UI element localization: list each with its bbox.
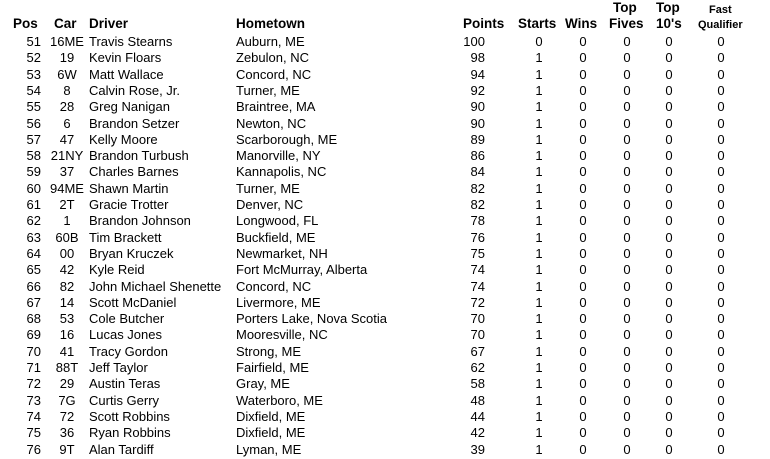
cell-wins: 0 [579,99,587,115]
cell-top-tens: 0 [665,360,673,375]
cell-top-tens: 0 [665,50,673,66]
cell-pos: 69 [26,327,41,343]
cell-car: 88T [55,360,79,375]
cell-pos: 53 [26,66,41,82]
cell-fast-qualifier: 0 [717,278,725,294]
cell-pos: 60 [26,180,41,196]
cell-top-tens: 0 [665,82,673,98]
header-fast-qualifier-line1: Fast [709,4,732,16]
cell-starts: 1 [535,82,543,98]
cell-starts: 1 [535,213,543,229]
cell-wins: 0 [579,131,587,147]
cell-pos: 55 [26,99,41,115]
cell-fast-qualifier: 0 [717,197,725,212]
cell-top-tens: 0 [665,115,673,131]
cell-driver: Gracie Trotter [89,197,169,212]
cell-top-fives: 0 [623,327,631,343]
cell-wins: 0 [579,115,587,131]
cell-points: 82 [470,180,485,196]
cell-fast-qualifier: 0 [717,229,725,245]
cell-top-tens: 0 [665,376,673,392]
table-row [0,393,770,409]
cell-car: 1 [63,213,71,229]
cell-pos: 51 [26,34,41,49]
cell-pos: 65 [26,262,41,278]
table-row [0,311,770,327]
cell-fast-qualifier: 0 [717,245,725,261]
cell-top-tens: 0 [665,327,673,343]
table-row [0,50,770,66]
table-row [0,67,770,83]
cell-hometown: Buckfield, ME [236,229,316,245]
cell-top-fives: 0 [623,115,631,131]
cell-driver: Bryan Kruczek [89,245,174,261]
cell-hometown: Dixfield, ME [236,408,306,424]
cell-starts: 1 [535,164,543,180]
header-pos: Pos [13,16,38,31]
cell-top-fives: 0 [623,229,631,245]
cell-points: 70 [470,311,485,327]
cell-wins: 0 [579,229,587,245]
cell-hometown: Newmarket, NH [236,245,328,261]
header-driver: Driver [89,16,129,31]
cell-points: 98 [470,50,485,66]
table-row [0,425,770,441]
cell-top-tens: 0 [665,213,673,229]
cell-wins: 0 [579,213,587,229]
cell-driver: Lucas Jones [89,327,162,343]
cell-top-fives: 0 [623,408,631,424]
cell-points: 74 [470,278,485,294]
cell-points: 100 [463,34,485,49]
cell-hometown: Livermore, ME [236,294,321,310]
cell-car: 6W [57,66,77,82]
cell-car: 6 [63,115,71,131]
cell-starts: 1 [535,294,543,310]
cell-pos: 59 [26,164,41,180]
cell-hometown: Fairfield, ME [236,360,309,375]
cell-top-fives: 0 [623,278,631,294]
cell-hometown: Scarborough, ME [236,131,338,147]
cell-car: 8 [63,82,71,98]
cell-fast-qualifier: 0 [717,425,725,441]
cell-top-fives: 0 [623,66,631,82]
cell-top-tens: 0 [665,245,673,261]
cell-fast-qualifier: 0 [717,180,725,196]
cell-points: 48 [470,392,485,408]
cell-top-tens: 0 [665,131,673,147]
cell-pos: 74 [26,408,41,424]
cell-driver: Kyle Reid [89,262,145,278]
header-fast-qualifier-line2: Qualifier [698,19,743,31]
cell-wins: 0 [579,66,587,82]
cell-pos: 57 [26,131,41,147]
cell-top-tens: 0 [665,164,673,180]
cell-pos: 72 [26,376,41,392]
table-row [0,148,770,164]
table-row [0,344,770,360]
cell-wins: 0 [579,245,587,261]
cell-car: 9T [59,441,75,457]
cell-pos: 54 [26,82,41,98]
cell-driver: Scott Robbins [89,408,170,424]
cell-points: 84 [470,164,485,180]
cell-hometown: Newton, NC [236,115,307,131]
table-row [0,262,770,278]
table-row [0,279,770,295]
cell-fast-qualifier: 0 [717,327,725,343]
cell-driver: Brandon Setzer [89,115,180,131]
cell-top-tens: 0 [665,441,673,457]
cell-driver: Shawn Martin [89,180,169,196]
cell-fast-qualifier: 0 [717,343,725,359]
table-row [0,327,770,343]
cell-starts: 1 [535,425,543,441]
cell-hometown: Waterboro, ME [236,392,323,408]
cell-top-tens: 0 [665,197,673,212]
cell-points: 70 [470,327,485,343]
cell-hometown: Braintree, MA [236,99,316,115]
cell-wins: 0 [579,360,587,375]
cell-wins: 0 [579,441,587,457]
cell-pos: 64 [26,245,41,261]
header-top-fives-line2: Fives [609,16,644,31]
cell-points: 90 [470,99,485,115]
cell-car: 2T [59,197,75,212]
cell-wins: 0 [579,294,587,310]
cell-top-fives: 0 [623,245,631,261]
cell-fast-qualifier: 0 [717,82,725,98]
cell-fast-qualifier: 0 [717,148,725,164]
cell-hometown: Turner, ME [236,180,300,196]
cell-points: 76 [470,229,485,245]
cell-top-tens: 0 [665,34,673,49]
cell-points: 78 [470,213,485,229]
cell-starts: 1 [535,148,543,164]
cell-top-fives: 0 [623,197,631,212]
cell-car: 36 [59,425,75,441]
cell-wins: 0 [579,197,587,212]
cell-wins: 0 [579,82,587,98]
cell-starts: 1 [535,180,543,196]
header-car: Car [54,16,77,31]
cell-fast-qualifier: 0 [717,262,725,278]
cell-starts: 1 [535,245,543,261]
cell-car: 29 [59,376,75,392]
cell-car: 72 [59,408,75,424]
cell-top-tens: 0 [665,262,673,278]
table-row [0,376,770,392]
cell-top-tens: 0 [665,343,673,359]
cell-top-fives: 0 [623,343,631,359]
table-row [0,34,770,50]
cell-points: 44 [470,408,485,424]
cell-fast-qualifier: 0 [717,99,725,115]
cell-points: 67 [470,343,485,359]
header-top-tens-line2: 10's [656,16,682,31]
cell-fast-qualifier: 0 [717,66,725,82]
table-row [0,360,770,376]
cell-points: 39 [470,441,485,457]
cell-wins: 0 [579,392,587,408]
cell-points: 92 [470,82,485,98]
cell-hometown: Lyman, ME [236,441,302,457]
cell-car: 41 [59,343,75,359]
cell-top-fives: 0 [623,360,631,375]
cell-pos: 73 [26,392,41,408]
cell-points: 90 [470,115,485,131]
cell-top-tens: 0 [665,148,673,164]
cell-hometown: Gray, ME [236,376,290,392]
table-row [0,442,770,458]
cell-pos: 70 [26,343,41,359]
cell-fast-qualifier: 0 [717,376,725,392]
table-row [0,99,770,115]
cell-fast-qualifier: 0 [717,164,725,180]
cell-driver: Kevin Floars [89,50,162,66]
cell-driver: Calvin Rose, Jr. [89,82,181,98]
cell-driver: Alan Tardiff [89,441,154,457]
cell-points: 75 [470,245,485,261]
cell-top-fives: 0 [623,180,631,196]
cell-top-fives: 0 [623,148,631,164]
table-row [0,230,770,246]
cell-fast-qualifier: 0 [717,360,725,375]
cell-wins: 0 [579,327,587,343]
cell-pos: 76 [26,441,41,457]
cell-car: 60B [55,229,79,245]
cell-driver: Kelly Moore [89,131,158,147]
header-starts: Starts [518,16,557,31]
cell-starts: 1 [535,99,543,115]
cell-driver: Tracy Gordon [89,343,168,359]
cell-driver: Curtis Gerry [89,392,160,408]
cell-starts: 1 [535,376,543,392]
cell-starts: 1 [535,392,543,408]
cell-fast-qualifier: 0 [717,115,725,131]
cell-fast-qualifier: 0 [717,408,725,424]
cell-car: 82 [59,278,75,294]
cell-hometown: Porters Lake, Nova Scotia [236,311,388,327]
cell-pos: 63 [26,229,41,245]
cell-wins: 0 [579,50,587,66]
cell-top-fives: 0 [623,376,631,392]
cell-top-tens: 0 [665,278,673,294]
cell-starts: 1 [535,197,543,212]
cell-starts: 1 [535,115,543,131]
cell-top-fives: 0 [623,164,631,180]
cell-starts: 1 [535,278,543,294]
cell-hometown: Concord, NC [236,66,312,82]
header-points: Points [463,16,505,31]
cell-wins: 0 [579,164,587,180]
cell-hometown: Kannapolis, NC [236,164,327,180]
cell-top-fives: 0 [623,425,631,441]
table-row [0,246,770,262]
cell-wins: 0 [579,376,587,392]
cell-fast-qualifier: 0 [717,294,725,310]
cell-starts: 1 [535,131,543,147]
cell-top-fives: 0 [623,392,631,408]
cell-car: 19 [59,50,75,66]
cell-top-fives: 0 [623,262,631,278]
cell-points: 72 [470,294,485,310]
cell-points: 86 [470,148,485,164]
cell-starts: 1 [535,50,543,66]
cell-car: 28 [59,99,75,115]
cell-top-fives: 0 [623,311,631,327]
cell-hometown: Dixfield, ME [236,425,306,441]
cell-top-fives: 0 [623,34,631,49]
cell-car: 47 [59,131,75,147]
cell-starts: 1 [535,311,543,327]
cell-fast-qualifier: 0 [717,50,725,66]
cell-car: 53 [59,311,75,327]
cell-car: 00 [59,245,75,261]
cell-wins: 0 [579,148,587,164]
cell-points: 58 [470,376,485,392]
cell-car: 7G [58,392,76,408]
cell-hometown: Auburn, ME [236,34,305,49]
cell-points: 94 [470,66,485,82]
cell-points: 42 [470,425,485,441]
table-row [0,213,770,229]
cell-car: 37 [59,164,75,180]
cell-starts: 1 [535,229,543,245]
cell-top-tens: 0 [665,392,673,408]
cell-driver: John Michael Shenette [89,278,222,294]
cell-points: 74 [470,262,485,278]
cell-wins: 0 [579,180,587,196]
cell-driver: Tim Brackett [89,229,162,245]
cell-driver: Jeff Taylor [89,360,148,375]
cell-car: 94ME [50,180,84,196]
cell-driver: Brandon Turbush [89,148,189,164]
cell-points: 62 [470,360,485,375]
cell-pos: 67 [26,294,41,310]
header-top-tens-line1: Top [656,0,680,15]
cell-top-fives: 0 [623,131,631,147]
cell-driver: Charles Barnes [89,164,179,180]
table-row [0,116,770,132]
cell-starts: 0 [535,34,543,49]
cell-top-fives: 0 [623,294,631,310]
cell-top-tens: 0 [665,229,673,245]
cell-hometown: Concord, NC [236,278,312,294]
cell-top-fives: 0 [623,441,631,457]
cell-starts: 1 [535,343,543,359]
header-top-fives-line1: Top [613,0,637,15]
table-row [0,164,770,180]
cell-points: 82 [470,197,485,212]
cell-pos: 58 [26,148,41,164]
cell-hometown: Mooresville, NC [236,327,328,343]
cell-starts: 1 [535,327,543,343]
cell-top-tens: 0 [665,311,673,327]
cell-pos: 56 [26,115,41,131]
cell-hometown: Turner, ME [236,82,300,98]
cell-wins: 0 [579,425,587,441]
cell-pos: 71 [26,360,41,375]
cell-top-tens: 0 [665,425,673,441]
cell-starts: 1 [535,441,543,457]
cell-wins: 0 [579,311,587,327]
cell-top-fives: 0 [623,82,631,98]
cell-hometown: Zebulon, NC [236,50,309,66]
cell-driver: Travis Stearns [89,34,173,49]
cell-top-tens: 0 [665,408,673,424]
cell-fast-qualifier: 0 [717,34,725,49]
cell-driver: Brandon Johnson [89,213,191,229]
cell-driver: Austin Teras [89,376,161,392]
cell-top-tens: 0 [665,294,673,310]
cell-top-tens: 0 [665,66,673,82]
cell-top-tens: 0 [665,99,673,115]
cell-fast-qualifier: 0 [717,441,725,457]
cell-car: 21NY [50,148,84,164]
table-row [0,409,770,425]
table-row [0,83,770,99]
table-row [0,197,770,213]
cell-pos: 62 [26,213,41,229]
cell-pos: 66 [26,278,41,294]
cell-fast-qualifier: 0 [717,311,725,327]
cell-wins: 0 [579,408,587,424]
cell-hometown: Manorville, NY [236,148,321,164]
cell-hometown: Strong, ME [236,343,302,359]
cell-top-tens: 0 [665,180,673,196]
cell-fast-qualifier: 0 [717,392,725,408]
cell-fast-qualifier: 0 [717,213,725,229]
cell-pos: 75 [26,425,41,441]
cell-hometown: Longwood, FL [236,213,319,229]
table-row [0,132,770,148]
cell-wins: 0 [579,262,587,278]
table-row [0,181,770,197]
cell-driver: Greg Nanigan [89,99,170,115]
cell-fast-qualifier: 0 [717,131,725,147]
cell-car: 42 [59,262,75,278]
cell-wins: 0 [579,34,587,49]
cell-car: 16ME [50,34,84,49]
cell-hometown: Denver, NC [236,197,304,212]
cell-driver: Scott McDaniel [89,294,177,310]
cell-starts: 1 [535,408,543,424]
cell-driver: Matt Wallace [89,66,164,82]
cell-car: 16 [59,327,75,343]
cell-starts: 1 [535,360,543,375]
cell-driver: Ryan Robbins [89,425,171,441]
cell-wins: 0 [579,278,587,294]
header-wins: Wins [565,16,598,31]
cell-top-fives: 0 [623,50,631,66]
cell-wins: 0 [579,343,587,359]
cell-top-fives: 0 [623,213,631,229]
cell-pos: 61 [26,197,41,212]
cell-hometown: Fort McMurray, Alberta [236,262,368,278]
cell-car: 14 [59,294,75,310]
cell-top-fives: 0 [623,99,631,115]
cell-pos: 52 [26,50,41,66]
cell-points: 89 [470,131,485,147]
table-row [0,295,770,311]
header-hometown: Hometown [236,16,305,31]
cell-starts: 1 [535,66,543,82]
cell-starts: 1 [535,262,543,278]
cell-driver: Cole Butcher [89,311,165,327]
cell-pos: 68 [26,311,41,327]
